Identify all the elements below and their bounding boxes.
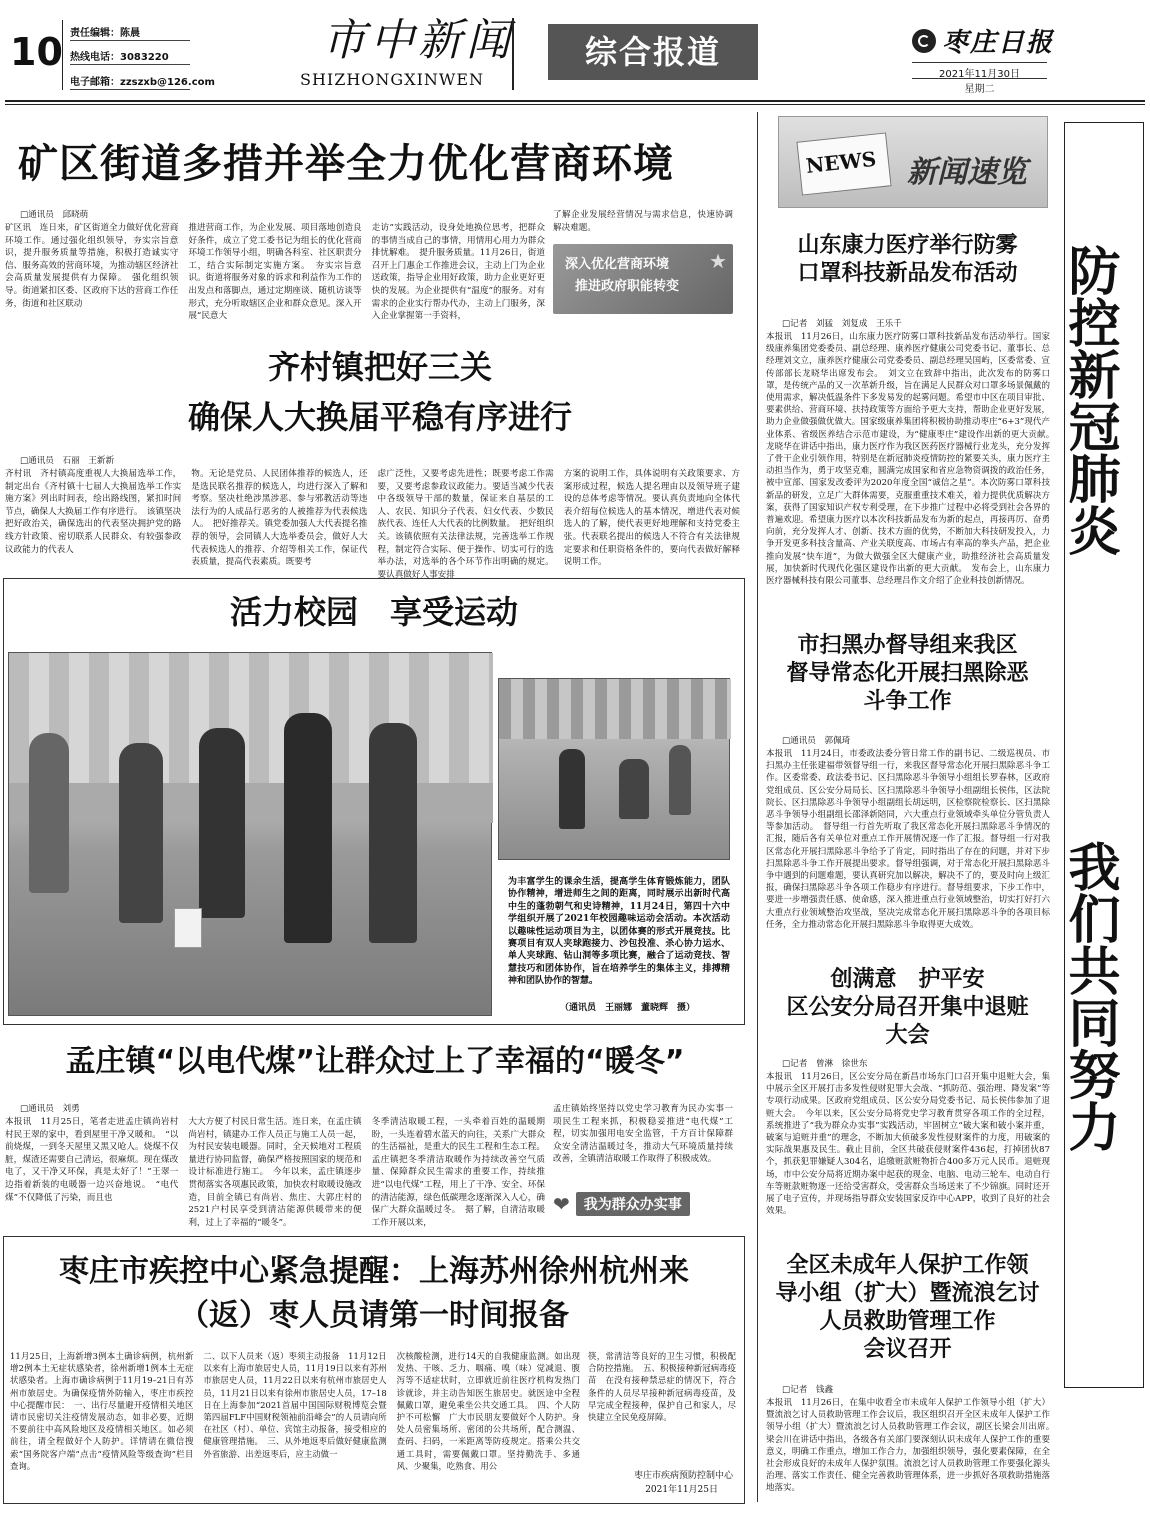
article4-col: 11月25日，上海新增3例本土确诊病例，杭州新增2例本土无症状感染者，徐州新增1例本土无症状感染者。上海市确诊病例于11月19–21日有苏州市旅居史。为确保疫情外防输入，枣庄市疾控中心提醒市民： 一、出行尽量避开疫情相关地区 请市民密切关注疫情发展动态，如非必要，近期不要前往中高风险地区及疫情相关地区。如必须前往，请全程做好个人防护。详情请在微信搜索“国务院客户端”点击“疫情风险等级查询”栏目查询。 bbox=[10, 1351, 202, 1471]
email-label: 电子邮箱：zzszxb@126.com bbox=[70, 77, 215, 88]
article4-signature-date: 2021年11月25日 bbox=[645, 1485, 718, 1495]
article3-headline: 孟庄镇“以电代煤”让群众过上了幸福的“暖冬” bbox=[65, 1044, 685, 1079]
right4-headline bbox=[765, 1252, 1050, 1364]
right4-headline-line: 导小组（扩大）暨流浪乞讨 bbox=[775, 1281, 1040, 1306]
photo-story-headline: 活力校园 享受运动 bbox=[229, 593, 518, 631]
right3-headline-line: 区公安分局召开集中退赃 bbox=[786, 995, 1029, 1020]
right2-headline bbox=[765, 632, 1050, 716]
right4-body: 本报讯 11月26日，在集中收看全市未成年人保护工作领导小组（扩大）暨流浪乞讨人员救助管理工作会议后，我区组织召开全区未成年人保护工作领导小组（扩大）暨流浪乞讨人员救助管理工作会议，副区长梁会川出席。 梁会川在讲话中指出，各级各有关部门要深刻认识未成年人保护工作的重要意义，明确工作重点，增加工作合力，加强组织领导，强化要素保障，在全社会形成良好的未成年人保护氛围。流浪乞讨人员救助管理工作要强化源头治理、落实工作责任、健全完善救助管理体系，进一步抓好各项救助措施落地落实。 bbox=[766, 1398, 1059, 1494]
article1-headline: 矿区街道多措并举全力优化营商环境 bbox=[18, 141, 674, 187]
phone-label: 热线电话：3083220 bbox=[70, 52, 169, 63]
vertical-slogan-part1: 防控新冠肺炎 bbox=[1059, 244, 1119, 556]
article1-banner-line: 深入优化营商环境 bbox=[565, 257, 670, 272]
article1-body bbox=[5, 222, 545, 322]
article4-headline-line: 枣庄市疾控中心紧急提醒：上海苏州徐州杭州来 bbox=[59, 1254, 689, 1289]
article1-col: 矿区讯 连日来，矿区街道全力做好优化营商环境工作。通过强化组织领导，夯实宗旨意识，提升服务质量等措施，积极打造诚实守信、服务高效的营商环境，为推动辖区经济社会高质量发展提供有力保障。 强化组织领导。街道紧扣区委、区政府下达的营商工作任务，街道和社区联动 bbox=[5, 223, 179, 309]
article2-col: 齐村讯 齐村镇高度重视人大换届选举工作，制定出台《齐村镇十七届人大换届选举工作实施方案》列出时间表，绘出路线图，紧扣时间节点，确保人大换届工作有序进行。 该镇坚决把好政治关，确保选出的代表坚决拥护党的路线方针政策、密切联系人民群众、有较强参政议政能力的代表人 bbox=[5, 469, 182, 555]
hand-heart-icon: ❤ bbox=[553, 1192, 570, 1216]
right1-headline-line: 口罩科技新品发布活动 bbox=[797, 261, 1018, 286]
right2-headline-line: 督导常态化开展扫黑除恶 bbox=[786, 661, 1029, 686]
right3-headline bbox=[765, 966, 1050, 1050]
news-banner bbox=[778, 116, 1048, 208]
news-banner-title: 新闻速览 bbox=[907, 155, 1027, 190]
right3-byline: □记者 曾淋 徐世东 bbox=[782, 1059, 868, 1069]
paper-logo bbox=[912, 22, 1054, 59]
news-badge bbox=[796, 132, 891, 195]
article2-byline: □通讯员 石丽 王新新 bbox=[20, 456, 115, 466]
right3-headline-line: 创满意 护平安 bbox=[830, 967, 985, 992]
right1-byline: □记者 刘猛 刘复成 王乐千 bbox=[782, 319, 902, 329]
right3-headline-line: 大会 bbox=[885, 1023, 930, 1048]
article1-col: 了解企业发展经营情况与需求信息，快速协调解决难题。 bbox=[553, 210, 733, 233]
section-title-cn: 市中新闻 bbox=[322, 15, 514, 66]
right4-headline-line: 全区未成年人保护工作领 bbox=[786, 1253, 1029, 1278]
vertical-slogan-part2: 我们共同努力 bbox=[1059, 840, 1119, 1152]
section-banner-text: 综合报道 bbox=[584, 33, 721, 71]
paper-logo-icon bbox=[912, 29, 936, 53]
school-game-photo bbox=[498, 678, 730, 860]
article3-byline: □通讯员 刘勇 bbox=[20, 1104, 80, 1114]
editor-label: 责任编辑：陈晨 bbox=[70, 28, 140, 39]
issue-date: 2021年11月30日 bbox=[939, 69, 1020, 80]
right2-headline-line: 斗争工作 bbox=[863, 689, 952, 714]
article3-col: 本报讯 11月25日，笔者走进孟庄镇尚岩村村民王翠的家中，看到屋里干净又暖和。 “以前烧煤，一到冬天屋里又黑又呛人。烧煤不仅脏，煤渣还需要自己清运，很麻烦。现在煤改电了，又干净又环保，真是太好了！”王翠一边指着新装的电暖器一边兴奋地说。 “电代煤”不仅降低了污染，而且也 bbox=[5, 1117, 179, 1203]
article3-col: 冬季清洁取暖工程，一头牵着百姓的温暖期盼，一头连着碧水蓝天的向往，关系广大群众的生活福祉，是重大的民生工程和生态工程。孟庄镇把冬季清洁取暖作为持续改善空气质量、保障群众民生需求的重要工作，持续推进“以电代煤”工程，用上了干净、安全、环保的清洁能源，绿色低碳理念逐渐深入人心，确保广大群众温暖过冬。 据了解，自清洁取暖工作开展以来， bbox=[371, 1117, 545, 1228]
article4-col: 二、以下人员来（返）枣须主动报备 11月12日以来有上海市旅居史人员，11月19日以来有苏州市旅居史人员，11月22日以来有杭州市旅居史人员，11月21日以来有徐州市旅居史人员，17–18日在上海参加“2021首届中国国际财税博览会暨第四届FLF中国财税领袖前沿峰会”的人员请向所在社区（村）、单位、宾馆主动报备，接受相应的健康管理措施。 三、从外地返枣后做好健康监测 外省旅游、出差返枣后，应主动做一 bbox=[203, 1351, 396, 1459]
article4-signature-org: 枣庄市疾病预防控制中心 bbox=[633, 1471, 733, 1481]
school-sports-photo bbox=[8, 652, 492, 1016]
article2-body bbox=[5, 468, 740, 580]
photo-story-caption: 为丰富学生的课余生活，提高学生体育锻炼能力，团队协作精神，增进师生之间的距离，同时展示出新时代高中生的蓬勃朝气和史诗精神，11月24日，第四十六中学组织开展了2021年校园趣味运动会活动。本次活动以趣味性运动项目为主，以团体赛的形式开展竞技。比赛项目有双人夹球跑接力、沙包投准、杀心协力运水、单人夹球跑、钻山洞等多项比赛，融合了运动竞技、智慧技巧和团体协作，旨在培养学生的集体主义，排搏精神和团队协作的智慧。 bbox=[508, 877, 730, 987]
section-banner bbox=[548, 24, 758, 80]
article3-body bbox=[5, 1116, 545, 1226]
article2-headline-line: 齐村镇把好三关 bbox=[267, 348, 492, 386]
right4-headline-line: 会议召开 bbox=[863, 1337, 952, 1362]
article2-col: 方案的说明工作，具体说明有关政策要求、方案形成过程，候选人提名理由以及领导班子建设的总体考虑等情况。要认真负责地向全体代表介绍每位候选人的基本情况，增进代表对候选人的了解，使代表更好地理解和支持党委主张。代表联名提出的候选人不符合有关法律规定要求和任职资格条件的，要向代表做好解释说明工作。 bbox=[563, 469, 740, 568]
article2-headline bbox=[40, 342, 720, 442]
section-title-pinyin: SHIZHONGXINWEN bbox=[300, 70, 485, 89]
page-number: 10 bbox=[10, 30, 63, 74]
right4-headline-line: 人员救助管理工作 bbox=[819, 1309, 996, 1334]
article4-headline-line: （返）枣人员请第一时间报备 bbox=[179, 1298, 569, 1333]
article4-headline bbox=[10, 1250, 738, 1338]
right2-byline: □通讯员 郭佩琦 bbox=[782, 736, 851, 746]
right4-byline: □记者 钱鑫 bbox=[782, 1385, 834, 1395]
article1-banner bbox=[553, 244, 733, 314]
article4-body bbox=[10, 1350, 580, 1498]
article2-col: 虑广泛性，又要考虑先进性；既要考虑工作需要，又要考虑参政议政能力。要适当减少代表中各级领导干部的数量，保证来自基层的工人、农民、知识分子代表、妇女代表、少数民族代表、连任人大代表的比例数量。 把好组织关。该镇依照有关法律法规，完善选举工作规程，制定符合实际、便于操作、切实可行的选举办法，对选举的各个环节作出明确的规定。要认真做好人事安排 bbox=[377, 469, 554, 580]
right1-headline bbox=[765, 232, 1050, 288]
article2-headline-line: 确保人大换届平稳有序进行 bbox=[187, 398, 572, 436]
article3-badge-text: 我为群众办实事 bbox=[576, 1192, 690, 1216]
article1-byline: □通讯员 邱晓萌 bbox=[20, 210, 89, 220]
newspaper-icon: NEWS bbox=[804, 146, 878, 178]
article3-col: 孟庄镇始终坚持以党史学习教育为民办实事一项民生工程来抓，积极稳妥推进“电代煤”工程，切实加强用电安全监管，千方百计保障群众安全清洁温暖过冬，推动大气环境质量持续改善，全镇清洁取暖工作取得了积极成效。 bbox=[553, 1104, 733, 1165]
article1-banner-line: 推进政府职能转变 bbox=[575, 279, 680, 294]
right2-headline-line: 市扫黑办督导组来我区 bbox=[797, 633, 1018, 658]
right3-body: 本报讯 11月26日，区公安分局在新昌市场东门口召开集中退赃大会，集中展示全区开展打击多发性侵财犯罪大会战、“抓防范、强治理、降发案”等专项行动成果。区政府党组成员、区公安分局党委书记、局长侯伟参加了退赃大会。 今年以来，区公安分局将党史学习教育贯穿各项工作的全过程，系统推进了“我为群众办实事”实践活动，牢固树立“破大案和破小案并重，破案与追赃并重”的理念，不断加大侦破多发性侵财案件的力度，用破案的实际战果惠及民生。截止目前，全区共破获侵财案件436起，打掉团伙87个，抓获犯罪嫌疑人304名，追缴赃款赃物折合400多万元人民币。退赃现场，市中公安分局将近期办案中起获的现金、电脑、电动三轮车、电动自行车等赃款赃物逐一还给受害群众，受害群众当场送来了不少锦旗。同时还开展了电子宣传，并现场指导群众安装国家反诈中心APP，收到了良好的社会效果。 bbox=[766, 1072, 1050, 1217]
article4-col: 次核酸检测，进行14天的自我健康监测。如出现发热、干咳、乏力、咽痛、嗅（味）觉减退、腹泻等不适症状时，立即就近前往医疗机构发热门诊就诊，并主动告知医生旅居史。就医途中全程佩戴口罩，避免乘坐公共交通工具。 四、个人防护不可松懈 广大市民朋友要做好个人防护。身处人员密集场所、密闭的公共场所，配合测温、查码、扫码，一米距离等防疫规定。搭乘公共交通工具时，需要佩戴口罩。坚持勤洗手、多通风、少聚集，吃熟食、用公 bbox=[396, 1351, 580, 1471]
issue-weekday: 星期二 bbox=[964, 84, 995, 95]
article4-col: 筷，常清洁等良好的卫生习惯，积极配合防控措施。 五、积极接种新冠病毒疫苗 在没有接种禁忌症的情况下，符合条件的人员尽早接种新冠病毒疫苗，及早完成全程接种，保护自己和家人，尽快建立全民免疫屏障。 bbox=[588, 1351, 736, 1423]
article1-col: 推进营商工作，为企业发展、项目落地创造良好条件，成立了党工委书记为组长的优化营商环境工作领导小组，明确各科室、社区职责分工，结合实际制定实施方案。 夯实宗旨意识。街道将服务对象的诉求和利益作为工作的出发点和落脚点，通过定期座谈、随机访谈等形式，充分听取辖区企业和群众意见。深入开展“民意大 bbox=[188, 223, 362, 322]
article2-col: 物。无论是党员、人民团体推荐的候选人，还是选民联名推荐的候选人，均进行深入了解和考察。坚决杜绝涉黑涉恶、参与邪教活动等违法行为的人成品行恶劣的人被推荐为代表候选人。 把好推荐关。镇党委加强人大代表提名推荐的领导，会同镇人大选举委员会，做好人大代表候选人的推荐、介绍等相关工作，保证代表质量，提高代表素质。既要考 bbox=[191, 469, 368, 568]
photo-story-credit: （通讯员 王丽娜 董晓辉 摄） bbox=[560, 1003, 696, 1013]
right1-headline-line: 山东康力医疗举行防雾 bbox=[797, 233, 1018, 258]
article1-col: 走访”实践活动，设身处地换位思考，把群众的事情当成自己的事情，用情用心用力为群众排忧解难。 提升服务质量。11月26日，街道召开上门惠企工作推进会议，主动上门为企业送政策，指导企业用好政策，助力企业更好更快的发展。为企业提供有“温度”的服务。对有需求的企业实行帮办代办，主动上门服务，深入企业掌握第一手资料， bbox=[371, 223, 545, 322]
article3-badge bbox=[553, 1190, 733, 1218]
star-icon: ★ bbox=[709, 249, 727, 273]
paper-name: 枣庄日报 bbox=[942, 28, 1055, 58]
right1-body: 本报讯 11月26日，山东康力医疗防雾口罩科技新品发布活动举行。国家级康养集团党委委员、副总经理、康养医疗健康公司党委书记、董事长、总经理刘文立，康养医疗健康公司党委委员、副总经理吴国屿，区委常委、宣传部部长龙晓华出席发布会。 刘文立在致辞中指出，此次发布的防雾口罩，是传统产品的又一次革新升级，旨在满足人民群众对口罩多场景佩戴的使用需求，解决低温条件下多发易发的起雾问题。希望市中区在项目审批、要素供给、营商环境、扶持政策等方面给予更大支持，帮助企业更好发展，助力企业做强做优做大。国家级康养集团将积极协助推动枣庄“6+3”现代产业体系、省级医养结合示范市建设，为“健康枣庄”建设作出新的更大贡献。 龙晓华在讲话中指出，康力医疗作为我区医药医疗器械行业龙头，充分发挥了骨干企业引领作用，特别是在新冠肺炎疫情防控的紧要关头，康力医疗主动担当作为，勇于攻坚克难，圆满完成国家和省应急物资调拨的政治任务，被中宣部、国家发改委评为2020年度全国“诚信之星”。本次防雾口罩科技新品的研发，立足广大群体需要，克服重重技术难关，着力提供优质解决方案，获得了国家知识产权专利受理，在下步推广过程中必将受到社会各界的普遍欢迎。希望康力医疗以本次科技新品发布为新的起点，再接再厉、奋勇向前，充分发挥人才、创新、技术方面的优势，不断加大科技研发投入，力争开发更多科技含量高、产业关联度高、市场占有率高的拳头产品，把企业推向发展“快车道”，为做大做强全区大健康产业，助推经济社会高质量发展，加快新时代现代化强区建设作出新的更大贡献。 发布会上，山东康力医疗器械科技有限公司董事、总经理吕作文介绍了企业科技创新情况。 bbox=[766, 332, 1059, 587]
article3-col: 大大方便了村民日常生活。连日来，在孟庄镇尚岩村，镇建办工作人员正与施工人员一起，为村民安装电暖器。同时，全天候地对工程质量进行协同监督，确保严格按照国家的规范和设计标准进行施工。 今年以来，孟庄镇逐步贯彻落实各项惠民政策，加快农村取暖设施改造，目前全镇已有尚岩、焦庄、大郭庄村的2521户村民享受到清洁能源供暖带来的便利，过上了幸福的“暖冬”。 bbox=[188, 1117, 362, 1228]
right2-body: 本报讯 11月24日，市委政法委分管日常工作的副书记、二级巡视员、市扫黑办主任张建福带领督导组一行，来我区督导常态化开展扫黑除恶斗争工作。区委常委、政法委书记、区扫黑除恶斗争领导小组组长罗春林，区政府党组成员、区公安分局局长、区扫黑除恶斗争领导小组副组长侯伟，区法院院长、区扫黑除恶斗争领导小组副组长胡远明，区检察院检察长、区扫黑除恶斗争领导小组副组长邵泽新陪同，六大重点行业领域牵头单位分管负责人等参加活动。 督导组一行首先听取了我区常态化开展扫黑除恶斗争情况的汇报，随后各有关单位对重点工作开展情况逐一作了汇报。督导组一行对我区常态化开展扫黑除恶斗争给予了肯定，同时指出了存在的问题，并对下步扫黑除恶斗争工作开展提出要求。督导组强调，对于常态化开展扫黑除恶斗争中遇到的问题难题，要认真研究加以解决，解决不了的，要及时向上级汇报，确保扫黑除恶斗争各项工作稳步有序进行。督导组要求，下步工作中，要进一步增强责任感、使命感，深入推进重点行业领域整治，切实打好打六大重点行业领域整治攻坚战，坚决完成常态化开展扫黑除恶斗争的各项目标任务，全力推动常态化开展扫黑除恶斗争取得更大成效。 bbox=[766, 749, 1050, 930]
